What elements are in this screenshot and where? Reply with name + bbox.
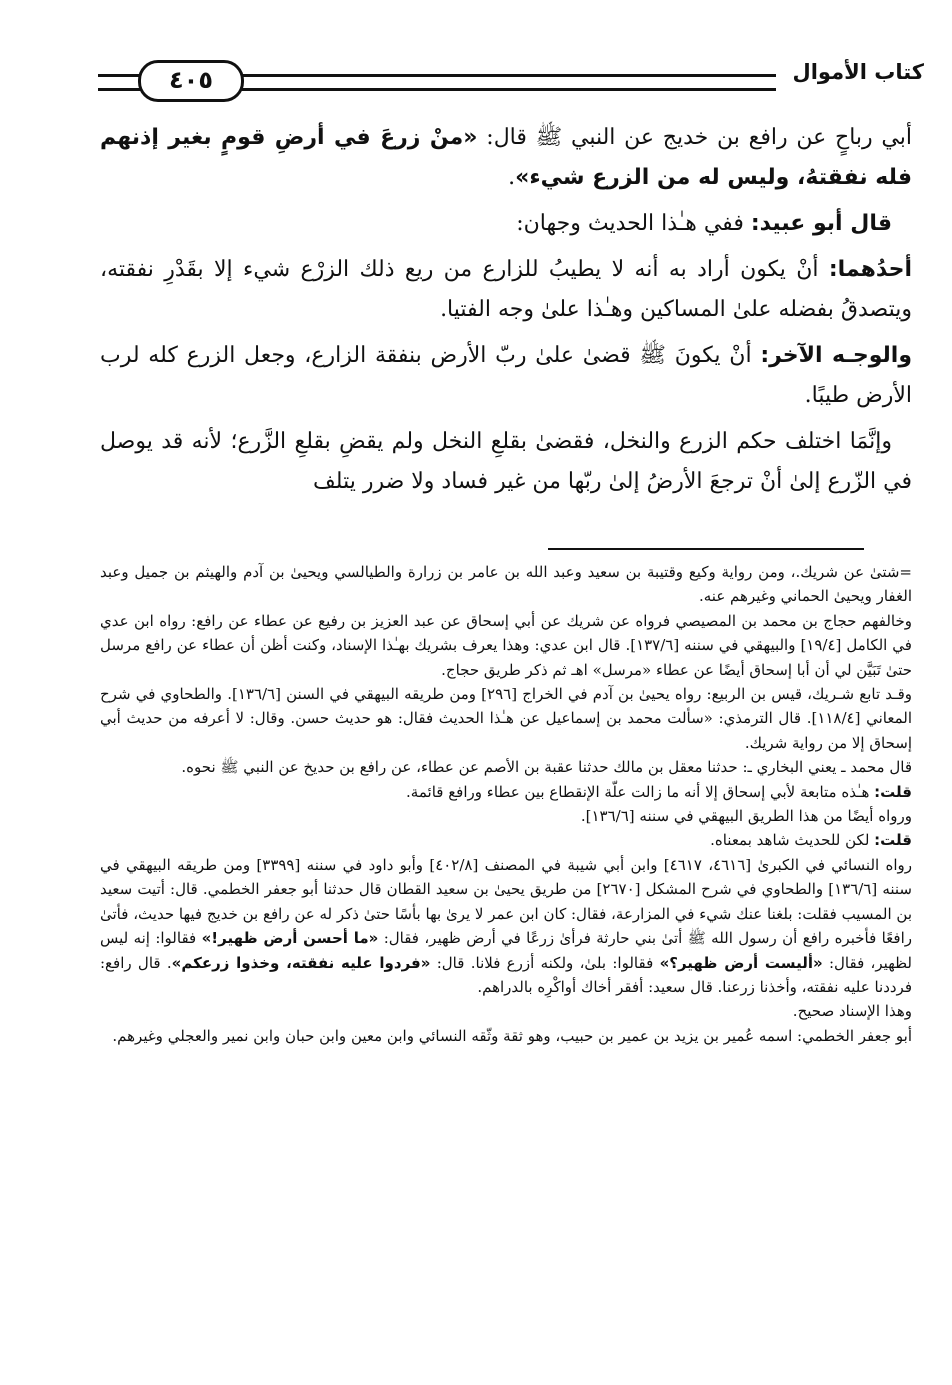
note-text: لكن للحديث شاهد بمعناه. [710,831,875,850]
footnote-line [100,828,912,852]
footnote-line: ورواه أيضًا من هذا الطريق البيهقي في سننه [١٣٦/٦]. [580,807,912,826]
footnote-line: وهذا الإسناد صحيح. [792,1002,912,1021]
first-aspect-text: أنْ يكون أراد به أنه لا يطيبُ للزارع من ريع ذلك الزرْع شيء إلا بقَدْرِ نفقته، ويتصدقُ بفضله علىٰ المساكين وهـٰذا علىٰ وجه الفتيا. [100,257,912,322]
note-text: رواه النسائي في الكبرىٰ [٤٦١٦، ٤٦١٧] وابن أبي شيبة في المصنف [٤٠٢/٨] وأبو داود في سننه [٣٣٩٩] ومن طريقه البيهقي في سننه [١٣٦/٦] والطحاوي في شرح المشكل [٢٦٧٠] من طريق يحيىٰ بن سعيد القطان قال حدثنا أبو جعفر الخطمي. قال: أتيت سعيد بن المسيب فقلت: بلغنا عنك شيء في المزارعة، فقال: كان ابن عمر لا يرىٰ بها بأسًا حتىٰ ذكر له عن رافع بن خديج فيها حديث، فأتىٰ رافعًا فأخبره رافع أن رسول الله ﷺ أتىٰ بني حارثة فرأىٰ زرعًا في أرض ظهير، فقال: [100,855,913,948]
footnote-line: قال محمد ـ يعني البخاري ـ: حدثنا معقل بن مالك حدثنا عقبة بن الأصم عن عطاء، عن رافع بن حديخ عن النبي ﷺ نحوه. [181,758,912,777]
second-aspect-label: والوجـه الآخر: [760,343,912,368]
crops-palms-text: وإنَّمَا اختلف حكم الزرع والنخل، فقضىٰ بقلعِ النخل ولم يقضِ بقلعِ الزَّرع؛ لأنه قد يوصل في الزّرع إلىٰ أنْ ترجعَ الأرضُ إلىٰ ربّها من غير فساد ولا ضرر يتلف [100,429,912,494]
note-text: . قال رافع: فرددنا عليه نفقته، وأخذنا زرعنا. قال سعيد: أفقر أخاك أواكْرِه بالدراهم. [100,953,912,996]
second-aspect-text: أنْ يكونَ ﷺ قضىٰ علىٰ ربّ الأرض بنفقة الزارع، وجعل الزرع كله لرب الأرض طيبًا. [100,343,912,408]
footnote-line: وقـد تابع شـريك، قيس بن الربيع: رواه يحيىٰ بن آدم في الخراج [٢٩٦] ومن طريقه البيهقي في السنن [١٣٦/٦]. والطحاوي في شرح المعاني [١١٨/٤]. قال الترمذي: «سألت محمد بن إسماعيل عن هـٰذا الحديث فقال: هو حديث حسن. وقال: لا أعرفه من حديث أبي إسحاق إلا من رواية شريك. [100,685,912,752]
footnote-line: وخالفهم حجاج بن محمد بن المصيصي فرواه عن شريك عن أبي إسحاق عن عبد العزيز بن رفيع عن عطاء عن رافع: رواه ابن عدي في الكامل [١٩/٤] والبيهقي في سننه [١٣٧/٦]. قال ابن عدي: وهذا يعرف بشريك بهـٰذا الإسناد، وكنت أظن أن عطاء عن رافع مرسل حتىٰ تَبَيَّن لي أن أبا إسحاق أيضًا عن عطاء «مرسل» اهـ ثم ذكر طريق حجاج. [100,611,912,679]
first-aspect-label: أحدُهما: [828,257,912,282]
page-header [98,58,924,108]
paragraph-hadith [100,118,912,198]
paragraph-first-aspect [100,250,912,330]
note-quote: «فردوا عليه نفقته، وخذوا زرعكم» [171,953,431,972]
note-text: فقالوا: بلىٰ، ولكنه أزرع فلانا. قال: [430,953,660,972]
note-quote: «ما أحسن أرض ظهير!» [201,929,379,948]
footnote-line: أبو جعفر الخطمي: اسمه عُمير بن يزيد بن عمير بن حبيب، وهو ثقة وثّقه النسائي وابن معين وابن حبان وابن نمير والعجلي وغيرهم. [112,1026,912,1045]
note-text: فقالوا: إنه ليس لظهير، فقال: [100,929,912,972]
hadith-quote: «منْ زرعَ في أرضِ قومٍ بغير إذنهم فله نفقتهُ، وليس له من الزرع شيء» [100,125,912,190]
main-text [100,118,912,508]
note-label: قلت: [874,782,912,801]
paragraph-abu-ubaid [100,204,912,244]
abu-ubaid-text: ففي هـٰذا الحديث وجهان: [516,211,751,236]
footnote-divider [548,548,864,550]
abu-ubaid-label: قال أبو عبيد: [750,211,892,236]
footnote-line [100,853,912,999]
footnote-line [100,780,912,804]
paragraph-crops-palms [100,422,912,502]
page-number: ٤٠٥ [138,60,244,102]
hadith-end: . [508,165,516,190]
footnotes [100,560,912,1048]
note-label: قلت: [874,831,912,850]
hadith-chain: أبي رباحٍ عن رافع بن خديج عن النبي ﷺ قال: [477,125,912,150]
note-text: هـٰذه متابعة لأبي إسحاق إلا أنه ما زالت علّة الإنقطاع بين عطاء ورافع قائمة. [406,782,875,801]
book-title: كتاب الأموال [792,60,924,84]
paragraph-second-aspect [100,336,912,416]
note-quote: «أليست أرض ظهير؟» [659,953,823,972]
footnote-line: =شتىٰ عن شريك.، ومن رواية وكيع وقتيبة بن سعيد وعبد الله بن عامر بن زرارة والطيالسي ويحيىٰ بن آدم والهيثم بن جميل وعبد الغفار ويحيىٰ الحماني وغيرهم عنه. [100,563,912,606]
